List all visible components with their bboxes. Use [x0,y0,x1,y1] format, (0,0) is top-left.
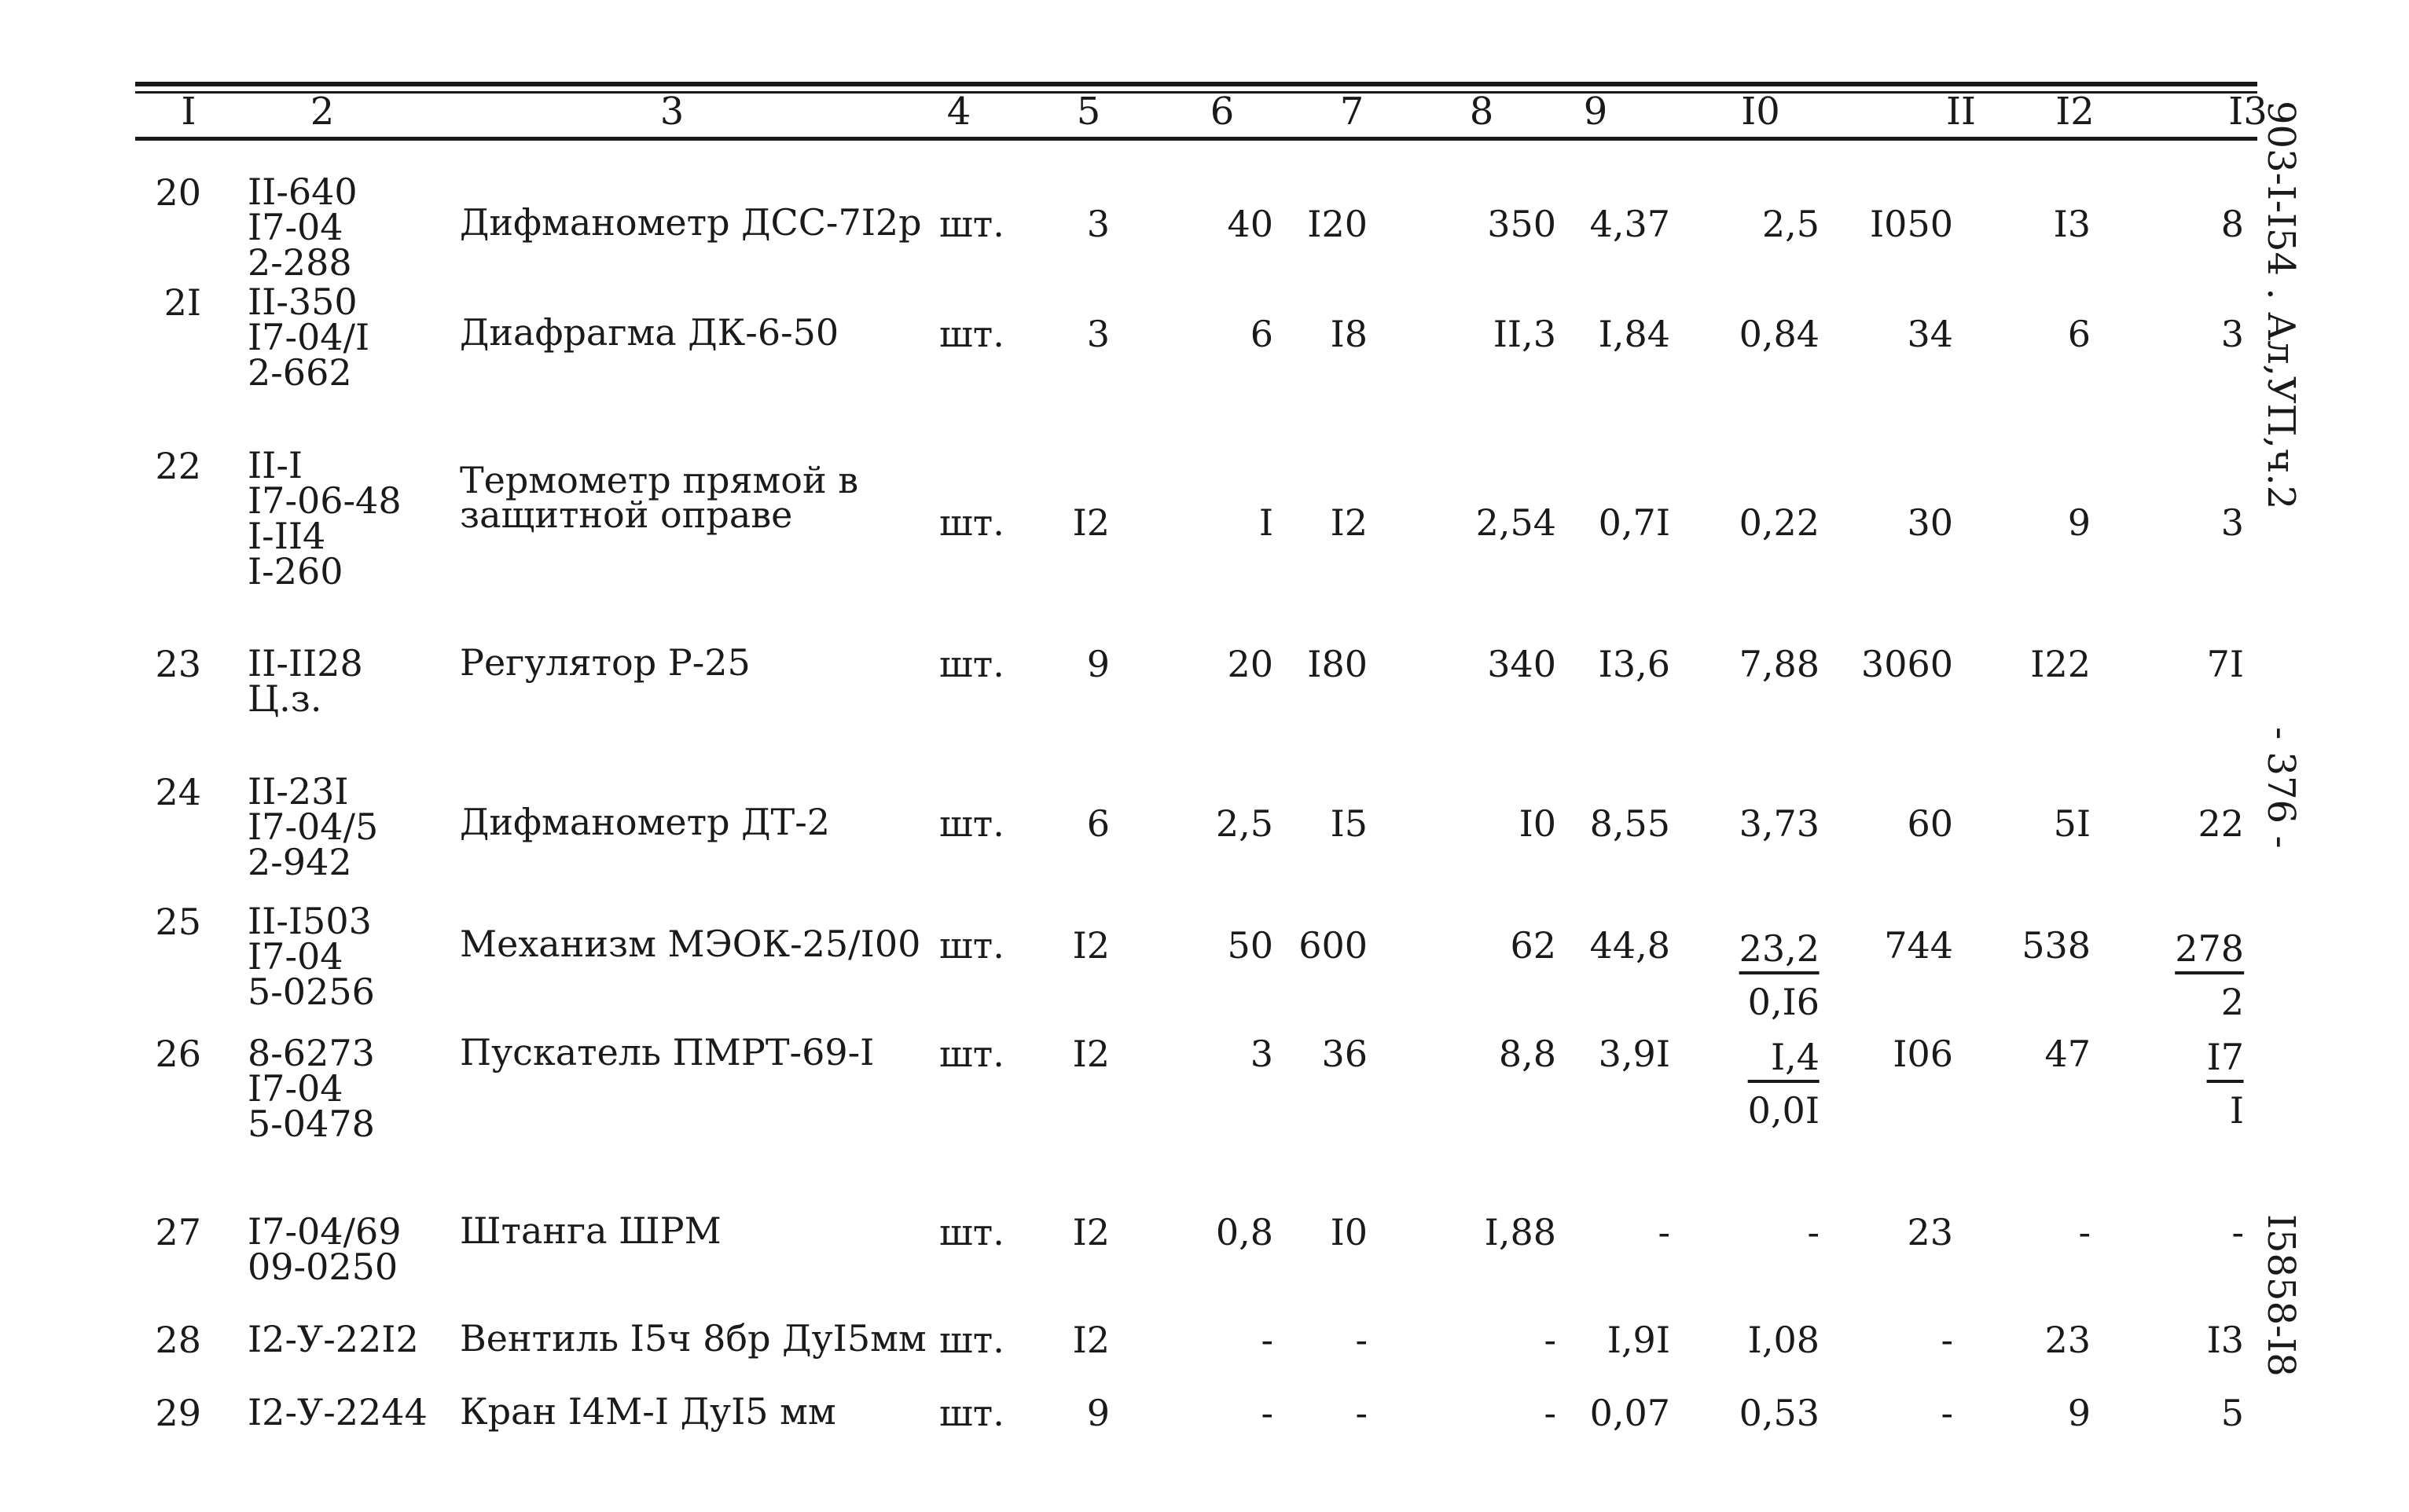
fraction-numerator: I7 [2207,1036,2244,1083]
cell-c11: 60 [1907,802,1953,845]
cell-c7: I2 [1330,501,1368,544]
cell-c9: I3,6 [1598,643,1670,685]
cell-c11: I06 [1893,1033,1953,1075]
col-header-3: 3 [659,90,685,134]
cell-c5: 6 [1086,802,1110,845]
cell-c9: I,84 [1598,313,1670,355]
row-code: II-II28 Ц.з. [248,642,363,721]
row-number: 28 [155,1319,201,1361]
row-number: 26 [155,1033,201,1075]
cell-c12: 6 [2067,313,2091,355]
cell-c12: 5I [2053,802,2091,845]
cell-c12: - [2078,1211,2091,1253]
row-unit: шт. [939,203,1004,245]
row-name: Пускатель ПМРТ-69-I [460,1031,875,1073]
fraction-c13 [2207,1036,2244,1132]
col-header-7: 7 [1339,90,1364,134]
cell-c9: 3,9I [1598,1033,1670,1075]
col-header-9: 9 [1583,90,1608,134]
row-unit: шт. [939,802,1004,845]
cell-c10: - [1807,1211,1820,1253]
col-header-6: 6 [1210,90,1235,134]
cell-c10: 2,5 [1761,203,1820,245]
fraction-denominator: 0,I6 [1747,981,1820,1023]
cell-c13: - [2231,1211,2244,1253]
cell-c5: I2 [1072,1033,1110,1075]
cell-c6: 40 [1227,203,1273,245]
row-name: Дифманометр ДСС-7I2р [460,201,922,244]
cell-c9: 4,37 [1589,203,1670,245]
cell-c7: - [1355,1319,1368,1361]
cell-c11: 34 [1907,313,1953,355]
cell-c5: 3 [1086,313,1110,355]
col-header-8: 8 [1469,90,1494,134]
cell-c13: 7I [2206,643,2244,685]
col-header-1: I [181,90,196,134]
cell-c8: - [1544,1392,1556,1434]
col-header-13: I3 [2228,90,2268,134]
row-code: I2-У-2244 [248,1391,428,1433]
cell-c9: I,9I [1607,1319,1670,1361]
fraction-c10 [1739,927,1820,1023]
fraction-denominator: 0,0I [1747,1089,1820,1132]
cell-c8: - [1544,1319,1556,1361]
header-rule [135,137,2257,141]
row-code: I7-04/69 09-0250 [248,1210,402,1289]
row-code: I2-У-22I2 [248,1318,419,1360]
col-header-12: I2 [2055,90,2095,134]
cell-c9: - [1658,1211,1670,1253]
cell-c12: 538 [2022,924,2091,967]
cell-c6: 6 [1250,313,1273,355]
cell-c5: 9 [1086,643,1110,685]
cell-c5: 3 [1086,203,1110,245]
row-name: Регулятор Р-25 [460,641,751,684]
cell-c11: 3060 [1860,643,1953,685]
cell-c7: I8 [1330,313,1368,355]
row-unit: шт. [939,313,1004,355]
cell-c13: 22 [2198,802,2244,845]
row-number: 23 [155,643,201,685]
fraction-numerator: I,4 [1748,1036,1820,1083]
cell-c11: 30 [1907,501,1953,544]
row-name: Термометр прямой в защитной оправе [460,459,859,536]
cell-c8: 340 [1487,643,1556,685]
row-unit: шт. [939,501,1004,544]
cell-c9: 44,8 [1589,924,1670,967]
cell-c6: - [1261,1319,1273,1361]
cell-c7: I80 [1307,643,1368,685]
cell-c5: I2 [1072,501,1110,544]
row-name: Механизм МЭОК-25/I00 [460,923,921,965]
row-number: 2I [163,281,201,324]
cell-c6: - [1261,1392,1273,1434]
row-name: Диафрагма ДК-6-50 [460,311,839,354]
row-code: II-640 I7-04 2-288 [248,171,358,284]
row-unit: шт. [939,1392,1004,1434]
cell-c8: I0 [1518,802,1556,845]
cell-c13: 3 [2220,313,2244,355]
cell-c8: I,88 [1484,1211,1556,1253]
fraction-c10 [1748,1036,1820,1132]
cell-c9: 0,07 [1589,1392,1670,1434]
col-header-2: 2 [310,90,335,134]
cell-c12: I3 [2053,203,2091,245]
cell-c13: I3 [2206,1319,2244,1361]
cell-c8: 62 [1510,924,1556,967]
row-name: Вентиль I5ч 8бр ДуI5мм [460,1317,927,1360]
cell-c6: 2,5 [1215,802,1273,845]
row-number: 22 [155,445,201,487]
cell-c6: 50 [1227,924,1273,967]
row-unit: шт. [939,1319,1004,1361]
cell-c13: 5 [2220,1392,2244,1434]
row-unit: шт. [939,1033,1004,1075]
cell-c10: 3,73 [1739,802,1820,845]
side-stamp-number: I5858-I8 [2259,1214,2303,1377]
row-unit: шт. [939,643,1004,685]
row-code: II-I503 I7-04 5-0256 [248,900,375,1014]
cell-c6: 20 [1227,643,1273,685]
fraction-numerator: 23,2 [1739,927,1820,974]
row-name: Штанга ШРМ [460,1209,722,1252]
col-header-10: I0 [1741,90,1780,134]
row-number: 25 [155,901,201,943]
cell-c7: I0 [1330,1211,1368,1253]
cell-c7: - [1355,1392,1368,1434]
cell-c9: 0,7I [1598,501,1670,544]
cell-c8: 350 [1487,203,1556,245]
cell-c12: 47 [2044,1033,2091,1075]
col-header-5: 5 [1076,90,1101,134]
cell-c9: 8,55 [1589,802,1670,845]
cell-c10: 7,88 [1739,643,1820,685]
cell-c10: 0,22 [1739,501,1820,544]
side-page-number: - 376 - [2259,727,2303,849]
row-code: II-I I7-06-48 I-II4 I-260 [248,444,402,593]
row-number: 29 [155,1392,201,1434]
col-header-4: 4 [946,90,971,134]
cell-c7: 600 [1298,924,1368,967]
col-header-11: II [1946,90,1976,134]
cell-c8: 8,8 [1498,1033,1556,1075]
cell-c11: 23 [1907,1211,1953,1253]
cell-c8: 2,54 [1475,501,1556,544]
cell-c11: - [1941,1392,1953,1434]
cell-c6: I [1258,501,1273,544]
row-unit: шт. [939,1211,1004,1253]
fraction-denominator: 2 [2220,981,2244,1023]
side-doc-reference: 903-I-I54 . Ал,УП,ч.2 [2259,101,2303,510]
row-unit: шт. [939,924,1004,967]
cell-c7: 36 [1321,1033,1368,1075]
cell-c13: 3 [2220,501,2244,544]
cell-c7: I20 [1307,203,1368,245]
row-name: Дифманометр ДТ-2 [460,801,831,843]
cell-c5: I2 [1072,1319,1110,1361]
cell-c5: I2 [1072,924,1110,967]
top-rule-thin [135,91,2257,94]
top-rule [135,82,2257,86]
cell-c12: 23 [2044,1319,2091,1361]
cell-c13: 8 [2220,203,2244,245]
fraction-denominator: I [2229,1089,2244,1132]
row-number: 27 [155,1211,201,1253]
row-code: II-23I I7-04/5 2-942 [248,770,379,884]
cell-c6: 3 [1250,1033,1273,1075]
row-number: 24 [155,771,201,813]
cell-c5: I2 [1072,1211,1110,1253]
cell-c11: 744 [1884,924,1953,967]
cell-c6: 0,8 [1215,1211,1273,1253]
row-code: 8-6273 I7-04 5-0478 [248,1032,375,1146]
cell-c12: 9 [2067,1392,2091,1434]
cell-c5: 9 [1086,1392,1110,1434]
fraction-numerator: 278 [2175,927,2244,974]
cell-c7: I5 [1330,802,1368,845]
cell-c12: 9 [2067,501,2091,544]
cell-c10: 0,53 [1739,1392,1820,1434]
cell-c10: I,08 [1747,1319,1820,1361]
row-code: II-350 I7-04/I 2-662 [248,281,370,395]
fraction-c13 [2175,927,2244,1023]
cell-c11: - [1941,1319,1953,1361]
cell-c10: 0,84 [1739,313,1820,355]
cell-c12: I22 [2030,643,2091,685]
cell-c11: I050 [1870,203,1953,245]
cell-c8: II,3 [1493,313,1556,355]
row-number: 20 [155,171,201,214]
row-name: Кран I4М-I ДуI5 мм [460,1390,836,1433]
